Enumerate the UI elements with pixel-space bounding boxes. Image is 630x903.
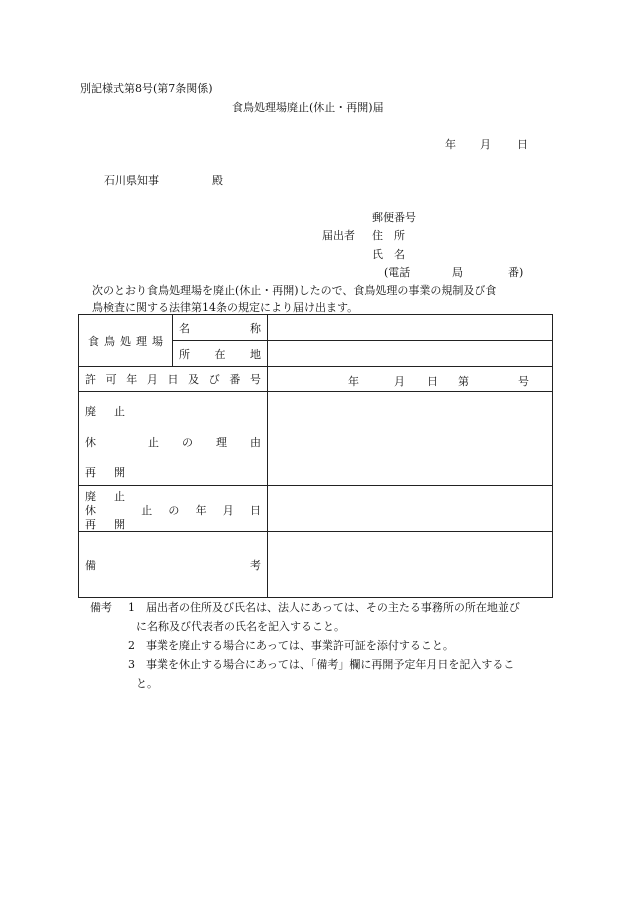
label-char: の bbox=[182, 436, 193, 449]
label-char: 止 bbox=[148, 436, 159, 449]
table-row bbox=[79, 486, 553, 532]
label-char: び bbox=[208, 373, 220, 386]
permit-day: 日 bbox=[427, 375, 438, 388]
reason-field[interactable] bbox=[268, 392, 553, 486]
date-label-cell bbox=[79, 486, 268, 532]
label-char: 所 bbox=[179, 347, 190, 361]
note-line: 事業を休止する場合にあっては、「備考」欄に再開予定年月日を記入するこ bbox=[146, 658, 515, 671]
label-char: 止 bbox=[141, 504, 153, 517]
notification-table bbox=[78, 314, 553, 598]
label-char: 地 bbox=[250, 347, 261, 361]
address-label: 住 所 bbox=[372, 229, 405, 242]
facility-char: 鳥 bbox=[104, 334, 115, 348]
facility-char: 場 bbox=[152, 334, 163, 348]
note-number: 3 bbox=[128, 658, 135, 671]
note-line: と。 bbox=[136, 677, 158, 690]
addressee-honorific: 殿 bbox=[212, 174, 223, 187]
label-char: 月 bbox=[146, 373, 158, 386]
label-char: 可 bbox=[105, 373, 117, 386]
label-char: 許 bbox=[85, 373, 96, 386]
label-char: 休 bbox=[85, 436, 96, 449]
label-char: 開 bbox=[114, 466, 125, 479]
date-field[interactable] bbox=[268, 486, 553, 532]
notes-heading: 備考 bbox=[90, 601, 112, 614]
label-char: 休 bbox=[85, 504, 96, 517]
permit-date-number-field[interactable] bbox=[268, 367, 553, 392]
remarks-field[interactable] bbox=[268, 532, 553, 598]
note-number: 1 bbox=[128, 601, 135, 614]
reason-label-cell bbox=[79, 392, 268, 486]
label-char: 備 bbox=[85, 558, 96, 572]
label-char: 止 bbox=[114, 490, 125, 503]
date-month: 月 bbox=[480, 138, 491, 151]
notifier-label: 届出者 bbox=[322, 229, 355, 242]
reason-top bbox=[85, 403, 125, 419]
label-char: 号 bbox=[250, 373, 261, 386]
date-label-bottom bbox=[85, 516, 125, 532]
addressee-name: 石川県知事 bbox=[104, 174, 159, 187]
intro-line-2: 鳥検査に関する法律第14条の規定により届け出ます。 bbox=[92, 301, 359, 314]
label-char: 月 bbox=[222, 504, 234, 517]
postal-code-label: 郵便番号 bbox=[372, 211, 416, 224]
phone-open: (電話 bbox=[384, 266, 411, 279]
permit-month: 月 bbox=[394, 375, 405, 388]
label-char: 名 bbox=[179, 321, 190, 335]
label-char: の bbox=[168, 504, 180, 517]
label-char: 開 bbox=[114, 518, 125, 531]
label-char: 年 bbox=[126, 373, 138, 386]
facility-location-field[interactable] bbox=[268, 341, 553, 367]
label-char: 再 bbox=[85, 518, 96, 531]
table-row bbox=[79, 367, 553, 392]
form-number: 別記様式第8号(第7条関係) bbox=[80, 82, 213, 95]
label-char: 再 bbox=[85, 466, 96, 479]
facility-name-field[interactable] bbox=[268, 315, 553, 341]
label-char: 在 bbox=[214, 347, 226, 361]
document-title: 食鳥処理場廃止(休止・再開)届 bbox=[232, 101, 384, 114]
label-char: 称 bbox=[250, 321, 261, 335]
label-char: 日 bbox=[249, 504, 261, 517]
intro-line-1: 次のとおり食鳥処理場を廃止(休止・再開)したので、食鳥処理の事業の規制及び食 bbox=[92, 284, 497, 297]
permit-year: 年 bbox=[348, 375, 359, 388]
note-line: 事業を廃止する場合にあっては、事業許可証を添付すること。 bbox=[146, 639, 454, 652]
label-char: 年 bbox=[195, 504, 207, 517]
table-row bbox=[79, 392, 553, 486]
facility-label-cell bbox=[79, 315, 173, 367]
table-row bbox=[79, 315, 553, 341]
label-char: 考 bbox=[250, 558, 261, 572]
name-label: 氏 名 bbox=[372, 248, 405, 261]
facility-char: 処 bbox=[120, 334, 131, 348]
label-char: 廃 bbox=[85, 405, 96, 418]
phone-exchange: 局 bbox=[452, 266, 463, 279]
label-char: 由 bbox=[250, 436, 261, 449]
date-year: 年 bbox=[445, 138, 456, 151]
facility-name-label-cell bbox=[173, 315, 268, 341]
label-char: 番 bbox=[229, 373, 241, 386]
remarks-label-cell bbox=[79, 532, 268, 598]
note-line: に名称及び代表者の氏名を記入すること。 bbox=[136, 620, 345, 633]
facility-location-label-cell bbox=[173, 341, 268, 367]
note-line: 届出者の住所及び氏名は、法人にあっては、その主たる事務所の所在地並び bbox=[146, 601, 520, 614]
label-char: 理 bbox=[216, 436, 227, 449]
label-char: 廃 bbox=[85, 490, 96, 503]
facility-char: 食 bbox=[88, 334, 99, 348]
reason-bottom bbox=[85, 464, 125, 480]
facility-char: 理 bbox=[136, 334, 147, 348]
label-char: 及 bbox=[188, 373, 200, 386]
label-char: 日 bbox=[167, 373, 179, 386]
phone-number: 番) bbox=[508, 266, 524, 279]
date-day: 日 bbox=[517, 138, 528, 151]
permit-number-suffix: 号 bbox=[518, 375, 529, 388]
note-number: 2 bbox=[128, 639, 135, 652]
label-char: 止 bbox=[114, 405, 125, 418]
permit-label-cell bbox=[79, 367, 268, 392]
reason-mid bbox=[85, 434, 261, 450]
permit-number-prefix: 第 bbox=[458, 375, 469, 388]
table-row bbox=[79, 532, 553, 598]
